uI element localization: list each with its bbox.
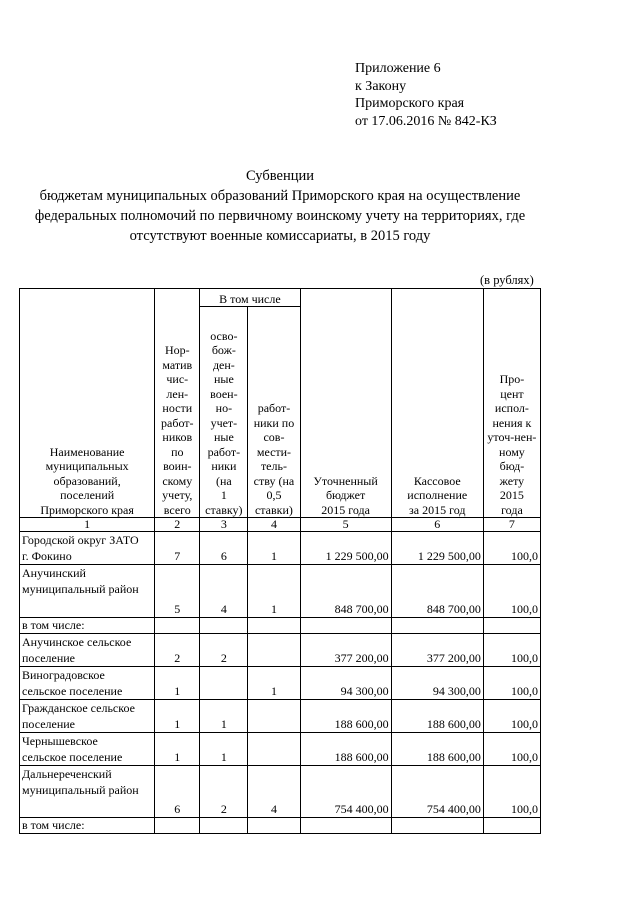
section-label: в том числе: [20,818,155,834]
cash-cell: 94 300,00 [391,667,483,700]
empty-cell [155,618,200,634]
header-line: бюд- [499,459,525,473]
combined-cell: 1 [248,532,300,565]
header-cash [391,289,483,518]
name-line: Городской округ ЗАТО [22,533,139,547]
percent-cell: 100,0 [483,766,540,818]
combined-cell [248,700,300,733]
appendix-line: Приложение 6 [355,61,441,76]
name-line: сельское поселение [22,684,123,698]
cash-cell: 754 400,00 [391,766,483,818]
title-line: бюджетам муниципальных образований Приморского края на осуществление [39,188,521,204]
budget-cell: 188 600,00 [300,700,391,733]
header-name [20,289,155,518]
name-line: Дальнереченский [22,767,112,781]
header-line: учету, [162,488,193,502]
cash-cell: 377 200,00 [391,634,483,667]
table-row [20,634,541,667]
column-number: 5 [300,518,391,532]
section-label: в том числе: [20,618,155,634]
municipality-name [20,565,155,618]
header-line: ности [162,401,193,415]
header-line: осво- [210,328,238,343]
header-line: ные [213,430,234,444]
table-row [20,733,541,766]
cash-cell: 188 600,00 [391,733,483,766]
empty-cell [248,618,300,634]
name-line: Анучинское сельское [22,635,132,649]
column-number: 4 [248,518,300,532]
header-line: работ- [207,444,241,459]
percent-cell: 100,0 [483,733,540,766]
header-line: ставку) [205,502,243,517]
column-number: 1 [20,518,155,532]
header-line: Нор- [164,343,190,357]
norm-cell: 1 [155,733,200,766]
name-line: сельское поселение [22,750,123,764]
name-line: Гражданское сельское [22,701,135,715]
municipality-name [20,634,155,667]
appendix-block [355,60,497,130]
empty-cell [200,618,248,634]
header-line: поселений [60,488,115,502]
header-including: В том числе [200,289,300,307]
name-line: Чернышевское [22,734,98,748]
column-number: 2 [155,518,200,532]
column-number: 6 [391,518,483,532]
norm-cell: 1 [155,700,200,733]
header-line: ные [213,372,234,386]
appendix-line: к Закону [355,78,407,94]
norm-cell: 2 [155,634,200,667]
header-line: цент [500,386,524,401]
header-line: Кассовое [413,473,461,488]
header-line: ники по [253,415,295,430]
header-line: скому [162,473,193,488]
header-line: образований, [53,473,121,488]
header-budget [300,289,391,518]
title-line: федеральных полномочий по первичному воинскому учету на территориях, где [34,208,526,224]
name-line: Анучинский [22,566,86,580]
header-line: ников [162,430,193,444]
header-line: за 2015 год [409,502,466,517]
subsidy-table [19,288,541,834]
budget-cell: 94 300,00 [300,667,391,700]
table-row [20,700,541,733]
header-line: муниципальных [45,459,129,473]
header-line: ставки) [254,502,293,517]
combined-cell [248,733,300,766]
empty-cell [483,618,540,634]
header-line: уточ-нен- [487,430,537,444]
empty-cell [483,818,540,834]
name-line: поселение [22,651,76,665]
percent-cell: 100,0 [483,667,540,700]
cash-cell: 188 600,00 [391,700,483,733]
combined-cell: 4 [248,766,300,818]
header-line: Приморского края [40,502,134,517]
empty-cell [391,818,483,834]
header-line: воен-но- [210,386,238,415]
appendix-line: от 17.06.2016 № 842-КЗ [355,113,497,129]
header-line: ники [211,459,237,473]
column-number-row [20,518,541,532]
header-line: мести- [256,444,292,459]
column-number: 3 [200,518,248,532]
empty-cell [248,818,300,834]
header-combined [248,307,300,518]
budget-cell: 754 400,00 [300,766,391,818]
title-line: Субвенции [246,168,314,184]
norm-cell: 1 [155,667,200,700]
combined-cell [248,634,300,667]
percent-cell: 100,0 [483,532,540,565]
budget-cell: 377 200,00 [300,634,391,667]
freed-cell: 2 [200,766,248,818]
header-line: Про- [499,372,525,386]
header-line: матив [162,357,193,372]
header-line: исполнение [407,488,468,502]
header-line: 1 [220,488,227,502]
combined-cell: 1 [248,565,300,618]
cash-cell: 848 700,00 [391,565,483,618]
header-freed [200,307,248,518]
table-row [20,766,541,818]
municipality-name [20,733,155,766]
norm-cell: 6 [155,766,200,818]
percent-cell: 100,0 [483,700,540,733]
header-line: воин- [163,459,192,473]
header-line: лен- [166,386,189,401]
empty-cell [155,818,200,834]
empty-cell [300,818,391,834]
name-line: Виноградовское [22,668,105,682]
header-line: 0,5 [266,488,282,502]
appendix-line: Приморского края [355,96,465,111]
header-line: Наименование [49,444,125,459]
header-line: по [171,444,184,459]
header-line: всего [163,502,191,517]
empty-cell [200,818,248,834]
combined-cell: 1 [248,667,300,700]
header-line: испол- [494,401,529,415]
percent-cell: 100,0 [483,565,540,618]
header-line: 2015 [499,488,524,502]
column-number: 7 [483,518,540,532]
title-line: отсутствуют военные комиссариаты, в 2015 году [129,228,431,244]
freed-cell: 2 [200,634,248,667]
empty-cell [300,618,391,634]
empty-cell [391,618,483,634]
header-line: (на [215,473,232,488]
header-line: работ- [161,415,194,430]
budget-cell: 848 700,00 [300,565,391,618]
percent-cell: 100,0 [483,634,540,667]
header-norm [155,289,200,518]
section-row [20,818,541,834]
header-line: тель- [260,459,287,473]
header-line: года [501,502,523,517]
name-line: поселение [22,717,76,731]
municipality-name [20,667,155,700]
cash-cell: 1 229 500,00 [391,532,483,565]
unit-note: (в рублях) [480,273,534,287]
norm-cell: 7 [155,532,200,565]
budget-cell: 1 229 500,00 [300,532,391,565]
header-line: нения к [492,415,532,430]
table-row [20,667,541,700]
name-line: г. Фокино [22,549,72,563]
document-title [0,166,560,246]
header-line: бож-ден- [211,343,236,372]
table-row [20,532,541,565]
freed-cell: 4 [200,565,248,618]
table-row [20,565,541,618]
freed-cell: 1 [200,733,248,766]
header-line: Уточненный [313,473,378,488]
header-line: бюджет [325,488,366,502]
freed-cell [200,667,248,700]
name-line: муниципальный район [22,582,139,596]
freed-cell: 6 [200,532,248,565]
freed-cell: 1 [200,700,248,733]
municipality-name [20,532,155,565]
header-line: 2015 года [321,502,370,517]
header-percent [483,289,540,518]
header-line: чис- [166,372,189,386]
header-line: ству (на [253,473,295,488]
header-line: учет- [210,415,238,430]
header-line: работ- [257,401,291,415]
header-line: ному [499,444,525,459]
name-line: муниципальный район [22,783,139,797]
norm-cell: 5 [155,565,200,618]
municipality-name [20,700,155,733]
header-line: жету [499,473,525,488]
header-line: сов- [263,430,285,444]
budget-cell: 188 600,00 [300,733,391,766]
section-row [20,618,541,634]
municipality-name [20,766,155,818]
